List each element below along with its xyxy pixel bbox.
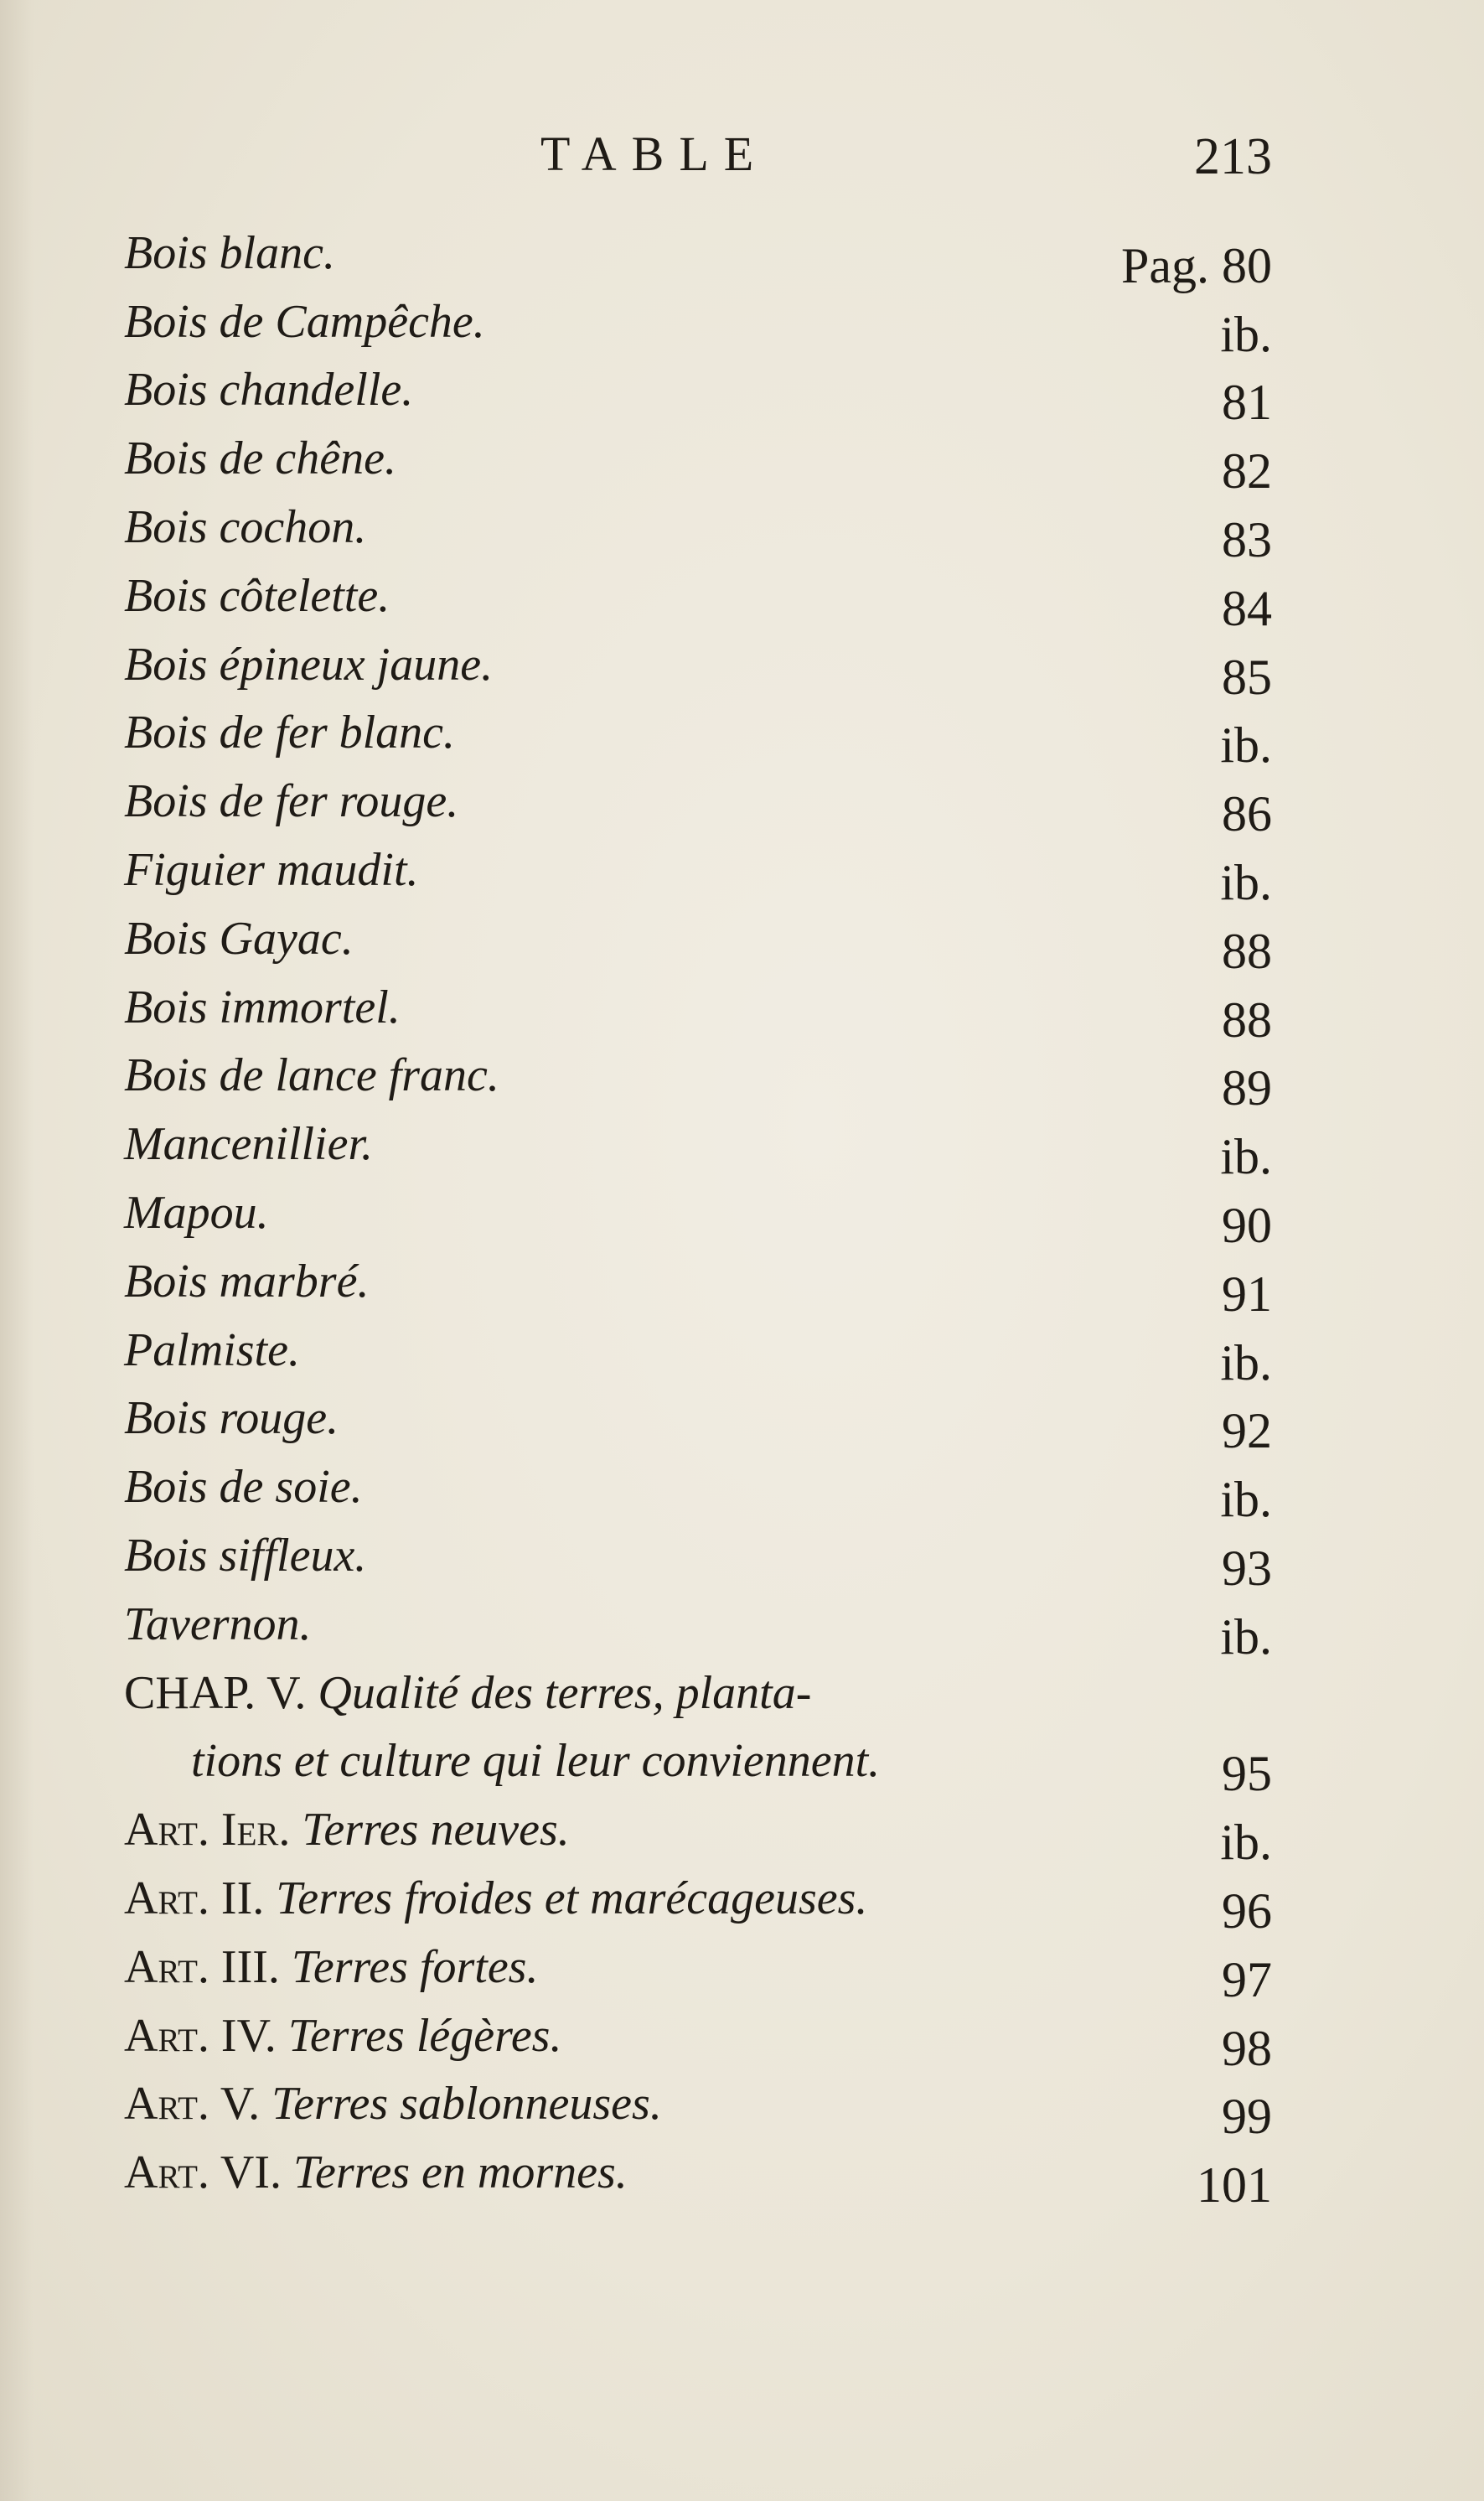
toc-chapter-row-continued — [124, 1720, 1272, 1802]
toc-entry-row — [124, 1102, 1272, 1185]
entry-page: 93 — [1222, 1540, 1272, 1596]
chapter-page-number: 95 — [1222, 1746, 1272, 1802]
entry-page: ib. — [1220, 854, 1272, 910]
article-page: 97 — [1222, 1951, 1272, 2007]
entry-title: Bois de Campêche. — [124, 295, 485, 348]
toc-entry-row — [124, 691, 1272, 774]
entry-page: ib. — [1220, 717, 1272, 774]
entry-title: Figuier maudit. — [124, 843, 419, 896]
entry-title: Bois côtelette. — [124, 569, 390, 622]
toc-entry-row — [124, 1377, 1272, 1459]
article-name: Terres fortes. — [291, 1940, 539, 1993]
toc-article-row — [124, 1788, 1272, 1871]
toc-entry-row — [124, 897, 1272, 979]
article-lead: Art. II. — [124, 1872, 265, 1924]
article-lead: Art. IV. — [124, 2009, 277, 2062]
article-lead: Art. V. — [124, 2078, 261, 2131]
entry-page: Pag. 80 — [1121, 237, 1272, 293]
entry-title: Bois de soie. — [124, 1461, 363, 1514]
entry-title: Mancenillier. — [124, 1118, 374, 1171]
toc-entry-row — [124, 1514, 1272, 1596]
entry-page: 90 — [1222, 1197, 1272, 1253]
entry-page: 92 — [1222, 1403, 1272, 1459]
entry-page: 86 — [1222, 786, 1272, 842]
article-page: ib. — [1220, 1815, 1272, 1871]
entry-page: 91 — [1222, 1266, 1272, 1322]
toc-entry-row — [124, 211, 1272, 293]
entry-title: Bois cochon. — [124, 500, 367, 553]
toc-entry-row — [124, 280, 1272, 362]
article-title — [124, 1803, 570, 1856]
toc-entry-row — [124, 349, 1272, 431]
entry-title: Bois marbré. — [124, 1255, 370, 1307]
entry-page: 83 — [1222, 511, 1272, 567]
entry-title: Bois de chêne. — [124, 432, 396, 485]
entry-page: ib. — [1220, 306, 1272, 362]
toc-entry-row — [124, 828, 1272, 910]
toc-entry-row — [124, 1445, 1272, 1528]
toc-articles — [124, 1788, 1272, 2214]
entry-page: 88 — [1222, 992, 1272, 1048]
article-title — [124, 2146, 628, 2199]
toc-article-row — [124, 2131, 1272, 2214]
article-lead: Art. III. — [124, 1940, 280, 1993]
toc-entry-row — [124, 417, 1272, 500]
article-name: Terres légères. — [287, 2009, 562, 2062]
article-title — [124, 2009, 561, 2063]
page-number: 213 — [1194, 128, 1272, 185]
entry-page: ib. — [1220, 1129, 1272, 1185]
entry-title: Bois siffleux. — [124, 1529, 367, 1582]
article-name: Terres neuves. — [302, 1804, 570, 1856]
toc-article-row — [124, 1925, 1272, 2007]
entry-title: Bois blanc. — [124, 226, 335, 279]
article-lead: Art. VI. — [124, 2146, 282, 2199]
toc-article-row — [124, 1856, 1272, 1939]
article-name: Terres froides et marécageuses. — [276, 1872, 868, 1924]
entry-page: 81 — [1222, 375, 1272, 431]
article-page: 99 — [1222, 2089, 1272, 2145]
entry-title: Bois immortel. — [124, 981, 401, 1033]
entry-title: Bois de fer blanc. — [124, 707, 456, 759]
page-gutter-shadow — [0, 0, 34, 2501]
article-title — [124, 1872, 867, 1925]
toc-entry-row — [124, 1308, 1272, 1390]
toc-entry-row — [124, 1171, 1272, 1253]
toc-entry-row — [124, 1034, 1272, 1116]
toc-entries — [124, 211, 1272, 1665]
table-of-contents — [124, 211, 1272, 2214]
chapter-title-line2: tions et culture qui leur conviennent. — [191, 1735, 881, 1788]
entry-title: Palmiste. — [124, 1323, 300, 1376]
toc-entry-row — [124, 966, 1272, 1048]
article-name: Terres en mornes. — [293, 2146, 628, 2199]
entry-page: 89 — [1222, 1060, 1272, 1116]
toc-entry-row — [124, 623, 1272, 705]
entry-page: ib. — [1220, 1608, 1272, 1665]
article-page: 96 — [1222, 1882, 1272, 1939]
entry-title: Mapou. — [124, 1186, 269, 1239]
entry-title: Bois Gayac. — [124, 912, 354, 965]
toc-entry-row — [124, 1240, 1272, 1322]
article-title — [124, 2077, 662, 2131]
entry-title: Bois épineux jaune. — [124, 638, 494, 691]
entry-title: Bois chandelle. — [124, 364, 414, 417]
chapter-title: Qualité des terres, planta- — [318, 1666, 812, 1719]
toc-chapter-row — [124, 1651, 1272, 1720]
article-name: Terres sablonneuses. — [271, 2078, 662, 2131]
article-page: 98 — [1222, 2020, 1272, 2076]
toc-entry-row — [124, 759, 1272, 842]
entry-page: ib. — [1220, 1334, 1272, 1390]
toc-article-row — [124, 1994, 1272, 2076]
entry-page: 84 — [1222, 580, 1272, 636]
chapter-lead: CHAP. V. — [124, 1666, 307, 1719]
entry-page: 88 — [1222, 923, 1272, 979]
toc-entry-row — [124, 485, 1272, 567]
article-page: 101 — [1197, 2157, 1272, 2214]
running-header-title: TABLE — [540, 127, 769, 181]
chapter-title-line1 — [124, 1666, 811, 1720]
entry-title: Bois de fer rouge. — [124, 775, 459, 828]
toc-entry-row — [124, 1582, 1272, 1665]
entry-page: 82 — [1222, 443, 1272, 500]
entry-title: Bois rouge. — [124, 1392, 339, 1445]
toc-article-row — [124, 2063, 1272, 2145]
toc-entry-row — [124, 554, 1272, 636]
article-title — [124, 1940, 538, 1994]
entry-page: ib. — [1220, 1472, 1272, 1528]
entry-page: 85 — [1222, 649, 1272, 705]
entry-title: Bois de lance franc. — [124, 1049, 499, 1102]
article-lead: Art. Ier. — [124, 1804, 291, 1856]
entry-title: Tavernon. — [124, 1597, 312, 1650]
